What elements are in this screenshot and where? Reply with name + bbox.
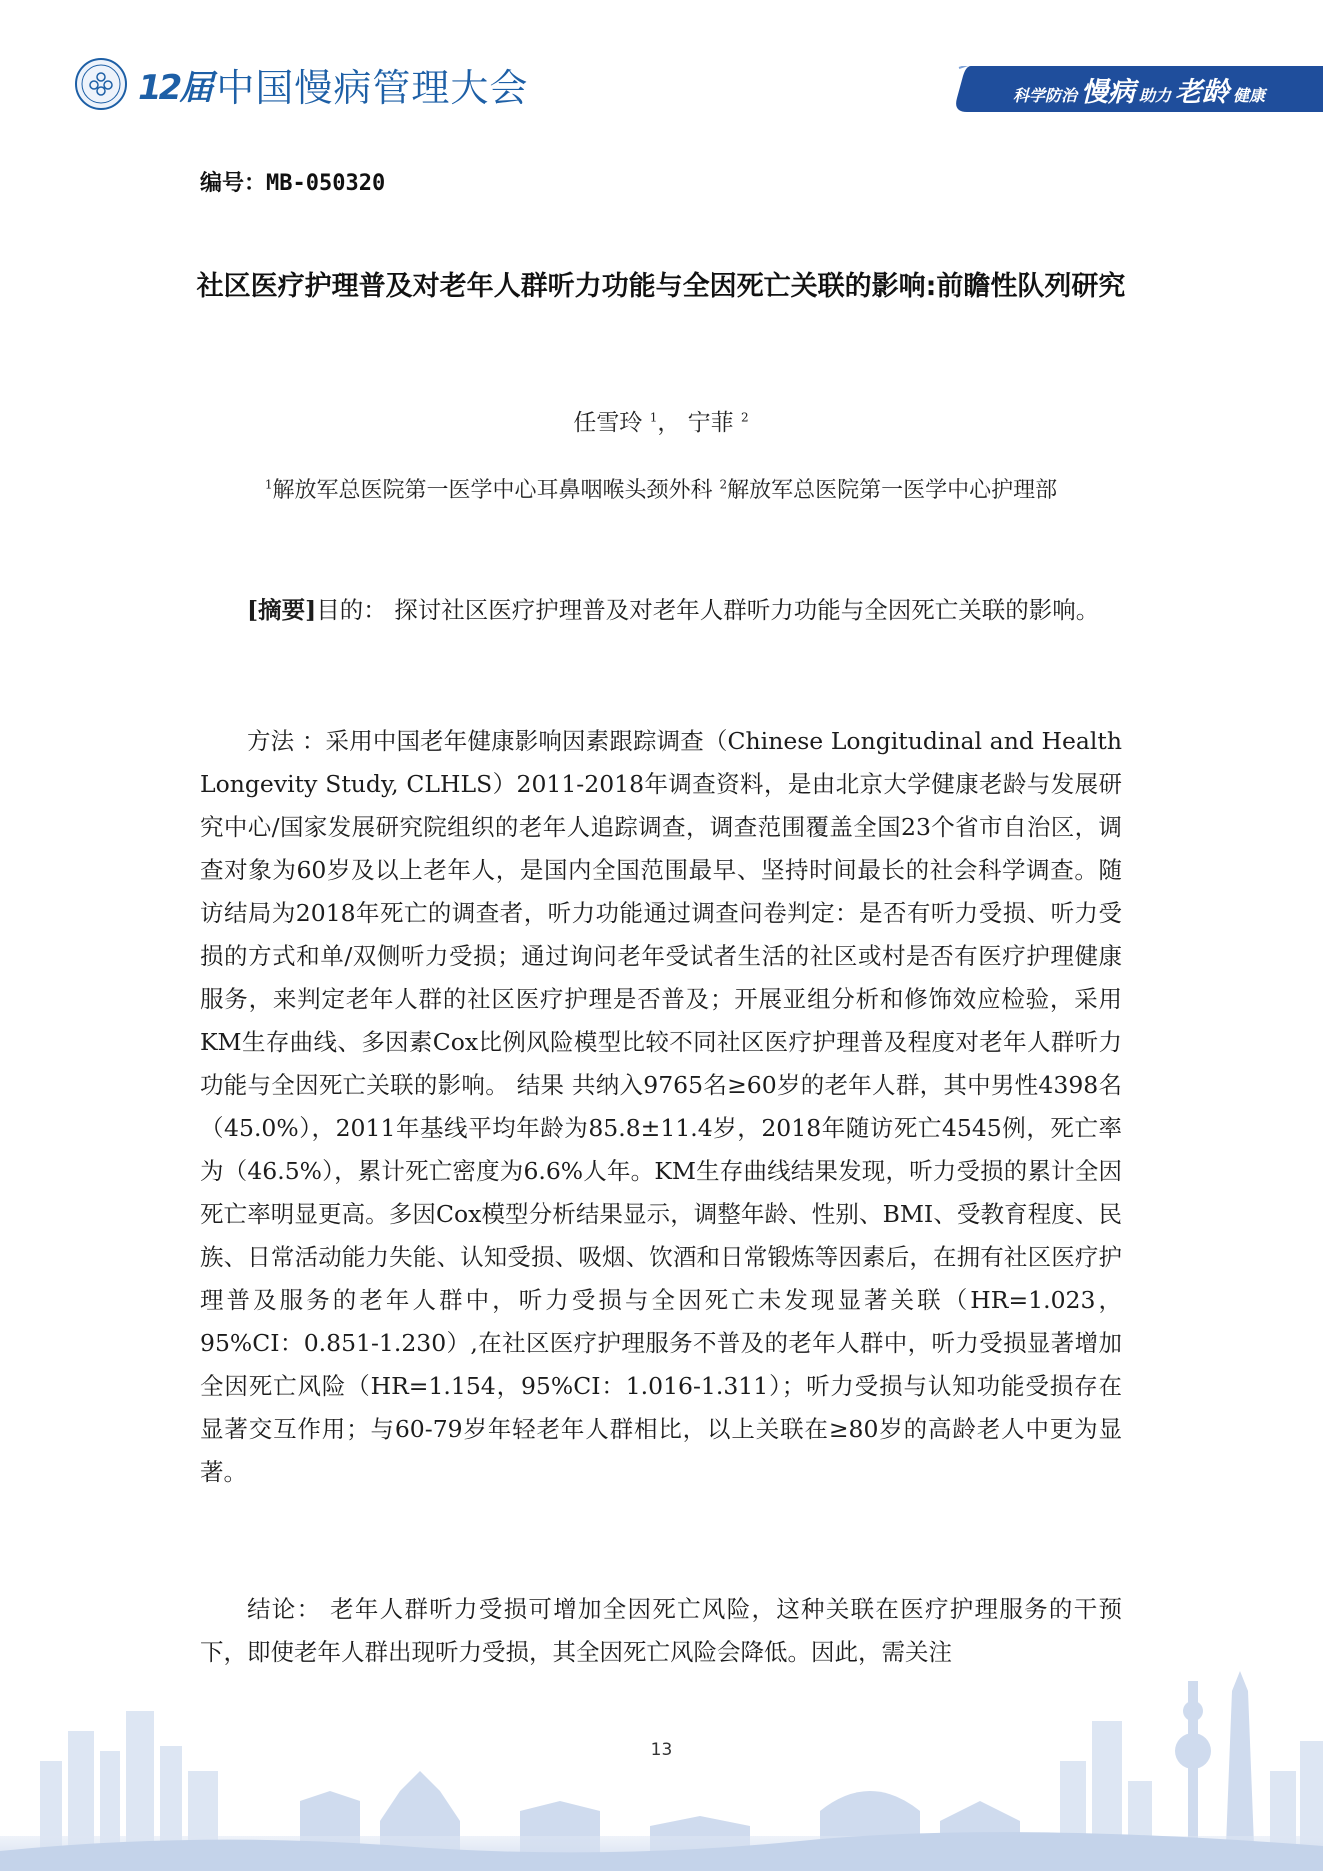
author-2-affiliation-mark: 2: [740, 410, 749, 425]
conference-name: 中国慢病管理大会: [216, 65, 529, 110]
paper-title: 社区医疗护理普及对老年人群听力功能与全因死亡关联的影响:前瞻性队列研究: [196, 271, 1126, 302]
affiliations: [200, 474, 1122, 508]
slogan-emphasis-1: 慢病: [1080, 77, 1135, 108]
association-emblem-icon: [74, 57, 128, 111]
slogan-part-2: 助力: [1138, 86, 1171, 105]
edition-mark: 12届: [138, 67, 211, 108]
author-line: [200, 404, 1122, 437]
abstract-conclusion: 结论： 老年人群听力受损可增加全因死亡风险，这种关联在医疗护理服务的干预下，即使老年人群出现听力受损，其全因死亡风险会降低。因此，需关注: [200, 1595, 1122, 1666]
slogan-text: [1013, 70, 1265, 110]
abstract-objective-text: 目的： 探讨社区医疗护理普及对老年人群听力功能与全因死亡关联的影响。: [316, 596, 1100, 624]
author-separator: ，: [657, 410, 681, 436]
conference-logo: [74, 54, 528, 114]
author-1: 任雪玲: [573, 410, 643, 436]
affiliation-1-mark: 1: [264, 477, 273, 492]
page-number: 13: [650, 1740, 673, 1760]
author-1-affiliation-mark: 1: [649, 410, 658, 425]
slogan-part-1: 科学防治: [1012, 86, 1077, 105]
affiliation-2: 解放军总医院第一医学中心护理部: [727, 478, 1058, 503]
abstract-objective: [200, 589, 1122, 632]
author-2: 宁菲: [687, 410, 734, 436]
affiliation-2-mark: 2: [719, 477, 728, 492]
slogan-part-3: 健康: [1232, 86, 1265, 105]
city-skyline-decoration: [0, 1651, 1323, 1871]
slogan-emphasis-2: 老龄: [1174, 77, 1229, 108]
affiliation-1: 解放军总医院第一医学中心耳鼻咽喉头颈外科: [272, 478, 713, 503]
abstract-label: [摘要]: [247, 596, 317, 624]
document-id: 编号：MB-050320: [200, 171, 386, 196]
abstract-methods-results: 方法 ：采用中国老年健康影响因素跟踪调查（Chinese Longitudinal and Health Longevity Study, CLHLS）2011-2018年调查资料，是由北京大学健康老龄与发展研究中心/国家发展研究院组织的老年人追踪调查，调查范围覆盖全国23个省市自治区，调查对象为60岁及以上老年人，是国内全国范围最早、坚持时间最长的社会科学调查。随访结局为2018年死亡的调查者，听力功能通过调查问卷判定：是否有听力受损、听力受损的方式和单/双侧听力受损；通过询问老年受试者生活的社区或村是否有医疗护理健康服务，来判定老年人群的社区医疗护理是否普及；开展亚组分析和修饰效应检验，采用KM生存曲线、多因素Cox比例风险模型比较不同社区医疗护理普及程度对老年人群听力功能与全因死亡关联的影响。 结果 共纳入9765名≥60岁的老年人群，其中男性4398名（45.0%），2011年基线平均年龄为85.8±11.4岁，2018年随访死亡4545例，死亡率为（46.5%），累计死亡密度为6.6%人年。KM生存曲线结果发现，听力受损的累计全因死亡率明显更高。多因Cox模型分析结果显示，调整年龄、性别、BMI、受教育程度、民族、日常活动能力失能、认知受损、吸烟、饮酒和日常锻炼等因素后，在拥有社区医疗护理普及服务的老年人群中，听力受损与全因死亡未发现显著关联（HR=1.023，95%CI：0.851-1.230）,在社区医疗护理服务不普及的老年人群中，听力受损显著增加全因死亡风险（HR=1.154，95%CI：1.016-1.311）；听力受损与认知功能受损存在显著交互作用；与60-79岁年轻老年人群相比，以上关联在≥80岁的高龄老人中更为显著。: [200, 727, 1122, 1486]
